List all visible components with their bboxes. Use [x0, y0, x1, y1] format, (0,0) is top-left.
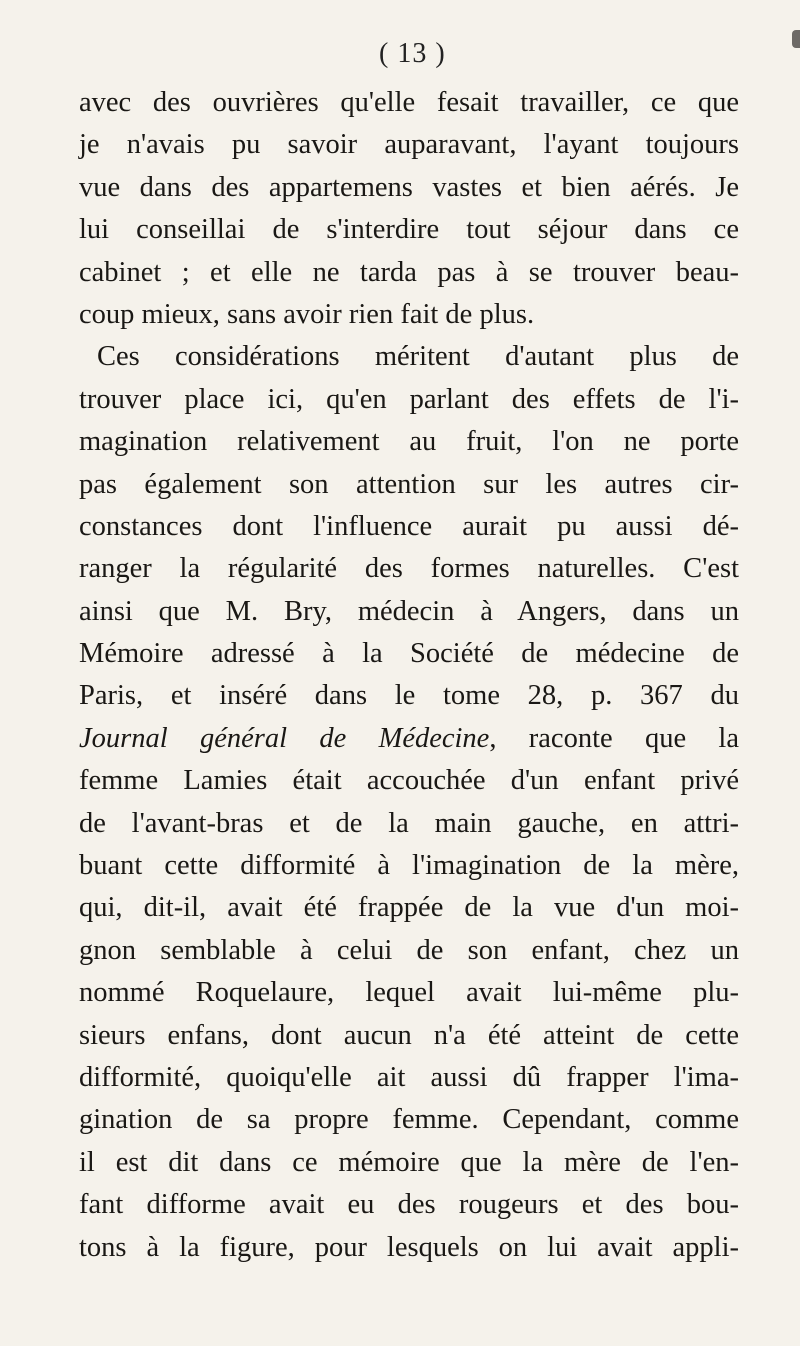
text-line: tons à la figure, pour lesquels on lui avait appli- [79, 1231, 739, 1263]
journal-line-rest: , raconte que la [489, 722, 740, 754]
text-line: magination relativement au fruit, l'on ne porte [79, 426, 739, 458]
page-number: ( 13 ) [379, 38, 446, 69]
text-line: cabinet ; et elle ne tarda pas à se trouver beau- [79, 256, 739, 288]
text-line: ranger la régularité des formes naturelles. C'est [79, 553, 739, 585]
text-line: sieurs enfans, dont aucun n'a été atteint de cette [79, 1019, 739, 1051]
text-line: il est dit dans ce mémoire que la mère de l'en- [79, 1146, 739, 1178]
text-line: constances dont l'influence aurait pu aussi dé- [79, 510, 739, 542]
text-line: nommé Roquelaure, lequel avait lui-même plu- [79, 977, 739, 1009]
text-line: femme Lamies était accouchée d'un enfant privé [79, 765, 739, 797]
text-line: trouver place ici, qu'en parlant des effets de l'i- [79, 383, 739, 415]
text-line: je n'avais pu savoir auparavant, l'ayant toujours [79, 129, 739, 161]
text-line: fant difforme avait eu des rougeurs et des bou- [79, 1189, 739, 1221]
text-line: avec des ouvrières qu'elle fesait travailler, ce que [79, 87, 739, 118]
page-edge-mark [792, 30, 800, 48]
text-line: lui conseillai de s'interdire tout séjour dans ce [79, 214, 739, 246]
text-line: difformité, quoiqu'elle ait aussi dû frapper l'ima- [79, 1061, 739, 1093]
text-line: vue dans des appartemens vastes et bien aérés. Je [79, 171, 739, 203]
text-line: gnon semblable à celui de son enfant, chez un [79, 934, 739, 966]
text-line: qui, dit-il, avait été frappée de la vue d'un moi- [79, 892, 739, 924]
text-line-journal [79, 718, 739, 760]
text-line: coup mieux, sans avoir rien fait de plus. [79, 298, 535, 330]
text-line: gination de sa propre femme. Cependant, comme [79, 1104, 739, 1136]
text-line: Ces considérations méritent d'autant plus de [97, 341, 739, 373]
text-line: pas également son attention sur les autres cir- [79, 468, 739, 500]
text-line: ainsi que M. Bry, médecin à Angers, dans un [79, 595, 739, 627]
text-line: de l'avant-bras et de la main gauche, en attri- [79, 807, 739, 839]
journal-title: Journal général de Médecine [79, 722, 490, 754]
text-line: Paris, et inséré dans le tome 28, p. 367 du [79, 680, 739, 712]
text-line: buant cette difformité à l'imagination de la mère, [79, 850, 739, 882]
text-line: Mémoire adressé à la Société de médecine de [79, 638, 739, 670]
body-text [79, 82, 739, 1269]
